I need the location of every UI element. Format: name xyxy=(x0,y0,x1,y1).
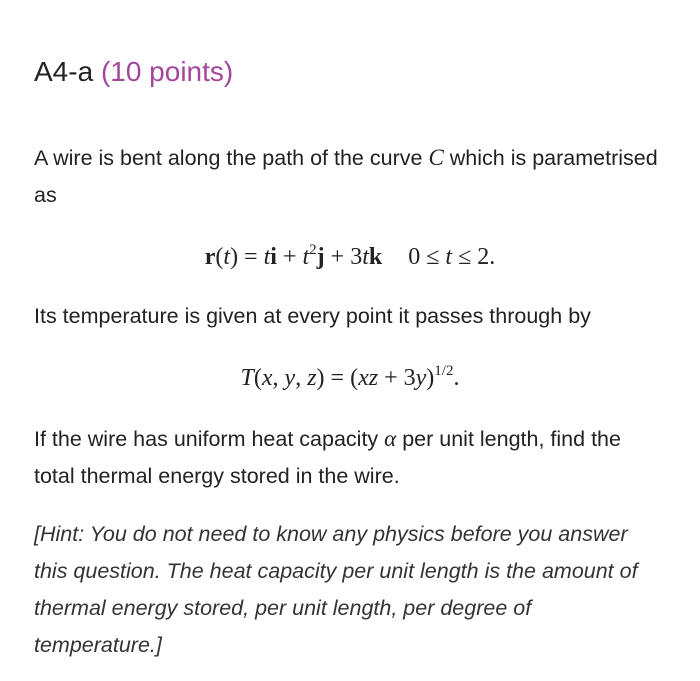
path-parameter-range: 0 ≤ t ≤ 2. xyxy=(408,244,496,270)
path-equation xyxy=(0,237,700,277)
path-equation-lhs: r(t) = ti + $t^2j + 3tk$ xyxy=(204,242,383,270)
intro-paragraph xyxy=(34,139,664,214)
intro-text-before: A wire is bent along the path of the curve xyxy=(34,146,423,170)
problem-code: A4-a xyxy=(34,56,94,87)
temperature-formula: T(x, y, z) = (xz + 3y)$^{1/2}$. xyxy=(240,363,460,391)
hint-paragraph: [Hint: You do not need to know any physics before you answer this question. The heat capacity per unit length is the amount of thermal energy stored, per unit length, per degree of temperature.] xyxy=(34,522,638,657)
alpha-symbol: α xyxy=(384,426,397,451)
temperature-paragraph: Its temperature is given at every point it passes through by xyxy=(34,304,591,328)
question-text-before: If the wire has uniform heat capacity xyxy=(34,427,379,451)
question-text-after: per unit length, find the total thermal energy stored in the wire. xyxy=(34,427,621,488)
question-paragraph xyxy=(34,420,664,495)
problem-points: (10 points) xyxy=(100,56,234,87)
intro-text-after: which is parametrised as xyxy=(34,146,658,207)
curve-symbol: C xyxy=(428,145,444,170)
problem-title xyxy=(34,52,233,92)
temperature-equation xyxy=(0,358,700,398)
